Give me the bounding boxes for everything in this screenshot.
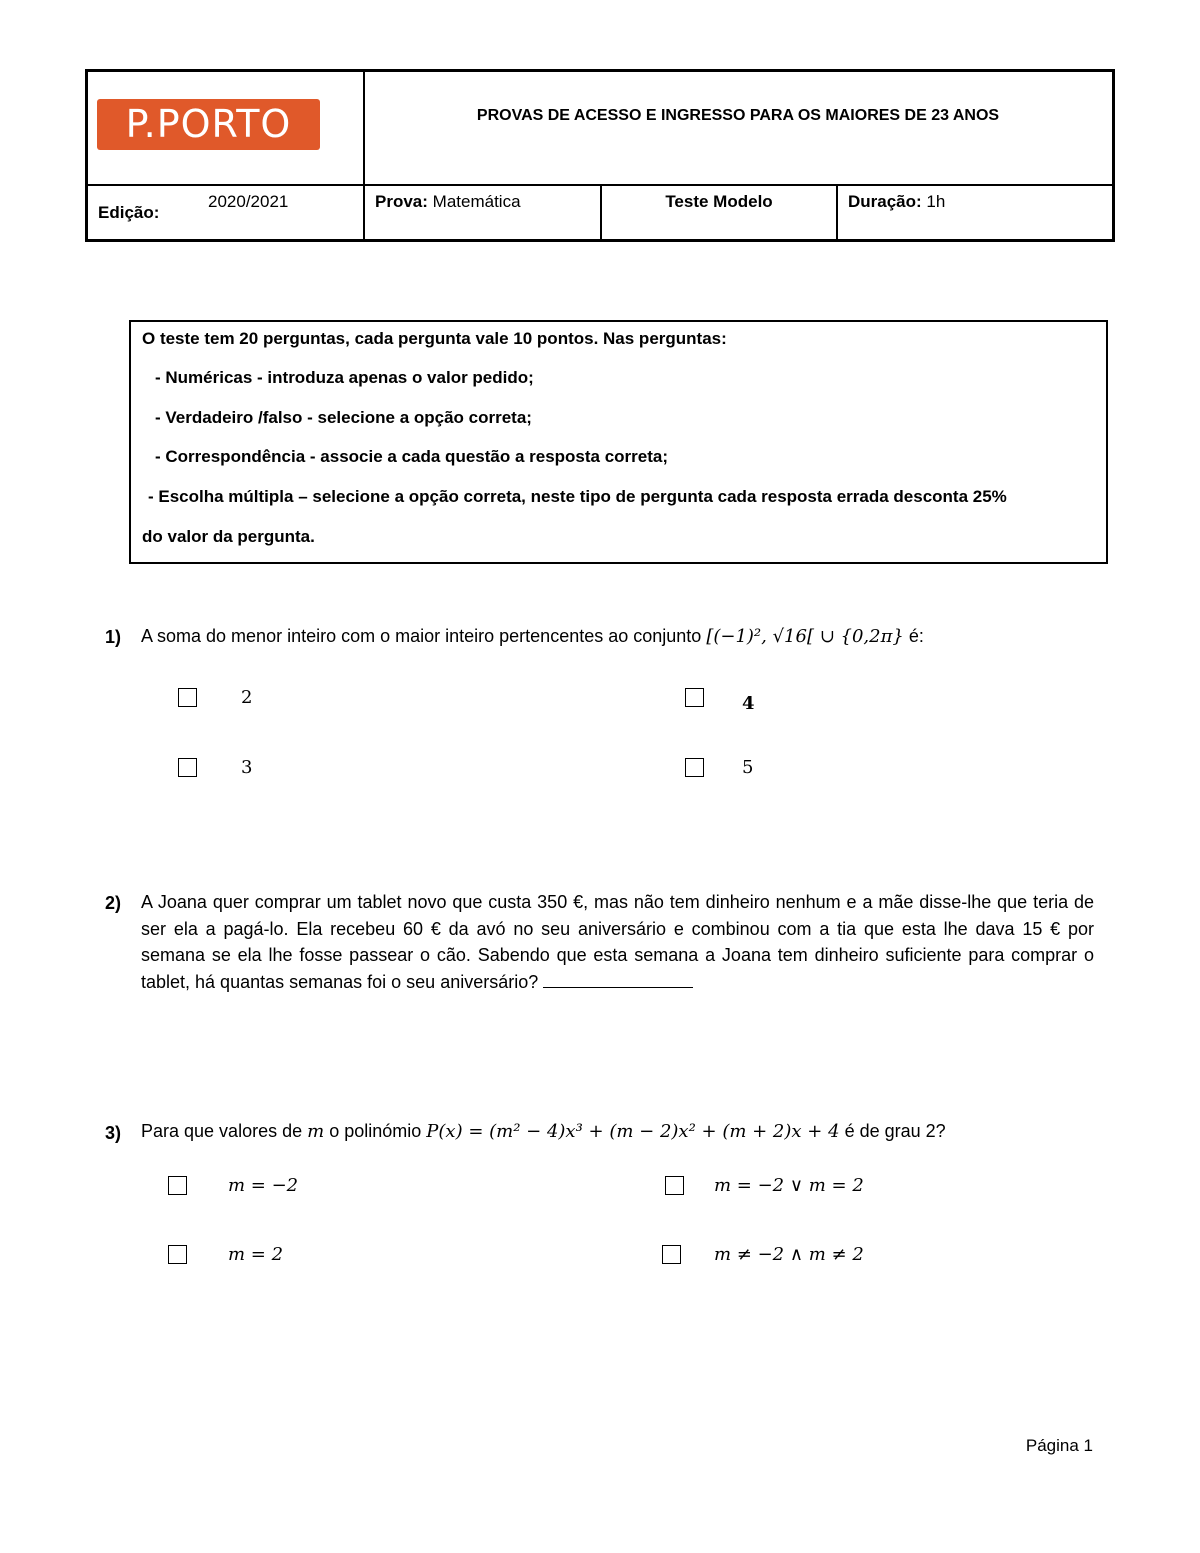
q1-option-checkbox[interactable] [178,758,197,777]
duracao-field [848,192,945,212]
pporto-logo: P.PORTO [97,99,320,150]
q3-suffix: é de grau 2? [844,1121,946,1141]
q2-text: A Joana quer comprar um tablet novo que custa 350 €, mas não tem dinheiro nenhum e a mãe disse-lhe que teria de ser ela a pagá-lo. Ela recebeu 60 € da avó no seu aniversário e combinou com a tia que esta lhe dava 15 € por semana se ela lhe fosse passear o cão. Sabendo que esta semana a Joana tem dinheiro suficiente para comprar o tablet, há quantas semanas foi o seu aniversário? [141,892,1094,992]
q1-option-label: 2 [241,687,253,708]
q1-suffix: é: [908,626,924,646]
instruction-tail: do valor da pergunta. [142,527,315,546]
question-number: 3) [105,1123,122,1143]
q3-polynomial: P(x) = (m² − 4)x³ + (m − 2)x² + (m + 2)x + 4 [426,1121,840,1142]
divider [88,184,1112,186]
question-2-text [141,889,1094,995]
question-3-text [141,1121,946,1142]
q3-option-checkbox[interactable] [168,1245,187,1264]
header-table [85,69,1115,242]
q3-option-label: m = −2 ∨ m = 2 [714,1175,864,1196]
page-number: Página 1 [1025,1436,1093,1455]
q1-option-checkbox[interactable] [685,688,704,707]
edicao-value: 2020/2021 [208,192,289,211]
q1-option-label: 4 [742,693,755,714]
q1-option-checkbox[interactable] [685,758,704,777]
q3-option-checkbox[interactable] [662,1245,681,1264]
exam-title: PROVAS DE ACESSO E INGRESSO PARA OS MAIORES DE 23 ANOS [476,107,1000,124]
instruction-item: - Verdadeiro /falso - selecione a opção correta; [155,408,532,427]
instruction-item: - Escolha múltipla – selecione a opção correta, neste tipo de pergunta cada resposta errada desconta 25% [148,487,1007,506]
question-number: 2) [105,893,122,913]
edicao-label: Edição: [98,203,160,222]
divider [363,72,365,239]
q3-mid: o polinómio [329,1121,422,1141]
q1-option-label: 3 [241,757,253,778]
instructions-box [129,320,1108,564]
q3-option-checkbox[interactable] [168,1176,187,1195]
q3-option-label: m = 2 [228,1244,284,1265]
duracao-label: Duração: [848,192,922,211]
duracao-value: 1h [926,192,946,211]
q3-option-label: m = −2 [228,1175,299,1196]
q1-set-expression: [(−1)², √16[ ∪ {0,2π} [706,626,904,647]
instructions-intro: O teste tem 20 perguntas, cada pergunta vale 10 pontos. Nas perguntas: [142,329,727,348]
instruction-item: - Numéricas - introduza apenas o valor pedido; [155,368,534,387]
q1-option-checkbox[interactable] [178,688,197,707]
divider [836,184,838,239]
q3-option-checkbox[interactable] [665,1176,684,1195]
prova-value: Matemática [432,192,521,211]
question-1-text [141,626,924,647]
q2-answer-field[interactable] [543,969,693,988]
q1-option-label: 5 [742,757,754,778]
instruction-item: - Correspondência - associe a cada questão a resposta correta; [155,447,669,466]
teste-modelo: Teste Modelo [665,192,773,211]
prova-field [375,192,521,212]
prova-label: Prova: [375,192,428,211]
question-number: 1) [105,627,122,647]
q1-text: A soma do menor inteiro com o maior inteiro pertencentes ao conjunto [141,626,702,646]
q3-prefix: Para que valores de [141,1121,303,1141]
q3-option-label: m ≠ −2 ∧ m ≠ 2 [714,1244,864,1265]
q3-variable: m [307,1121,325,1142]
